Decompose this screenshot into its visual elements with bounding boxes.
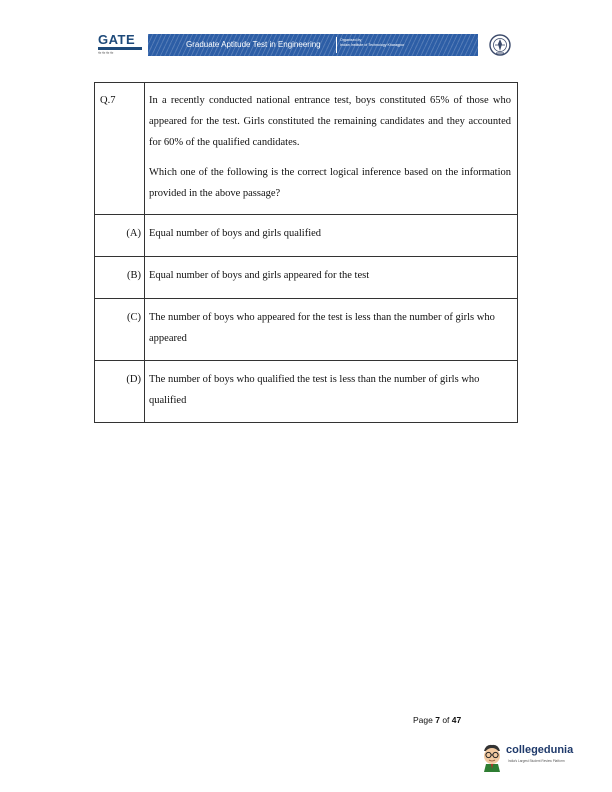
option-label: (B) bbox=[95, 257, 145, 299]
option-row-a bbox=[95, 215, 518, 257]
option-text: Equal number of boys and girls appeared for the test bbox=[145, 257, 518, 299]
iit-kharagpur-emblem-icon bbox=[488, 33, 512, 57]
page-header bbox=[96, 30, 520, 60]
page-current: 7 bbox=[435, 715, 440, 725]
gate-logo-text: GATE bbox=[98, 32, 136, 47]
gate-logo bbox=[96, 30, 144, 60]
option-label: (C) bbox=[95, 299, 145, 361]
page-prefix: Page bbox=[413, 715, 436, 725]
option-text: The number of boys who appeared for the test is less than the number of girls who appeared bbox=[145, 299, 518, 361]
mascot-icon bbox=[480, 742, 504, 772]
question-row bbox=[95, 83, 518, 215]
option-label: (D) bbox=[95, 361, 145, 423]
option-row-c bbox=[95, 299, 518, 361]
question-prompt: Which one of the following is the correct logical inference based on the information provided in the above passage? bbox=[149, 167, 511, 199]
organised-by-label: Organised by bbox=[340, 38, 362, 42]
brand-tagline: India's Largest Student Review Platform bbox=[508, 759, 565, 763]
page-of: of bbox=[439, 715, 452, 725]
question-number: Q.7 bbox=[95, 83, 145, 215]
banner-title: Graduate Aptitude Test in Engineering bbox=[186, 40, 321, 49]
page-number bbox=[413, 715, 461, 725]
question-table bbox=[94, 82, 518, 423]
option-text: Equal number of boys and girls qualified bbox=[145, 215, 518, 257]
organiser-name: Indian Institute of Technology Kharagpur bbox=[340, 43, 405, 47]
page-total: 47 bbox=[451, 715, 462, 725]
header-banner bbox=[148, 34, 478, 56]
option-row-d bbox=[95, 361, 518, 423]
question-passage: In a recently conducted national entrance test, boys constituted 65% of those who appeared for the test. Girls constituted the remaining candidates and they accounted for 60% of the qualified candidates. bbox=[149, 95, 511, 148]
brand-name: collegedunia bbox=[506, 744, 574, 756]
collegedunia-logo bbox=[480, 740, 580, 774]
option-label: (A) bbox=[95, 215, 145, 257]
option-text: The number of boys who qualified the test is less than the number of girls who qualified bbox=[145, 361, 518, 423]
gate-logo-subtext: गेट गेट गेट गेट bbox=[98, 51, 114, 55]
option-row-b bbox=[95, 257, 518, 299]
banner-divider bbox=[336, 37, 337, 53]
gate-logo-bar bbox=[98, 47, 142, 50]
question-body bbox=[145, 83, 518, 215]
banner-organiser bbox=[340, 38, 404, 48]
